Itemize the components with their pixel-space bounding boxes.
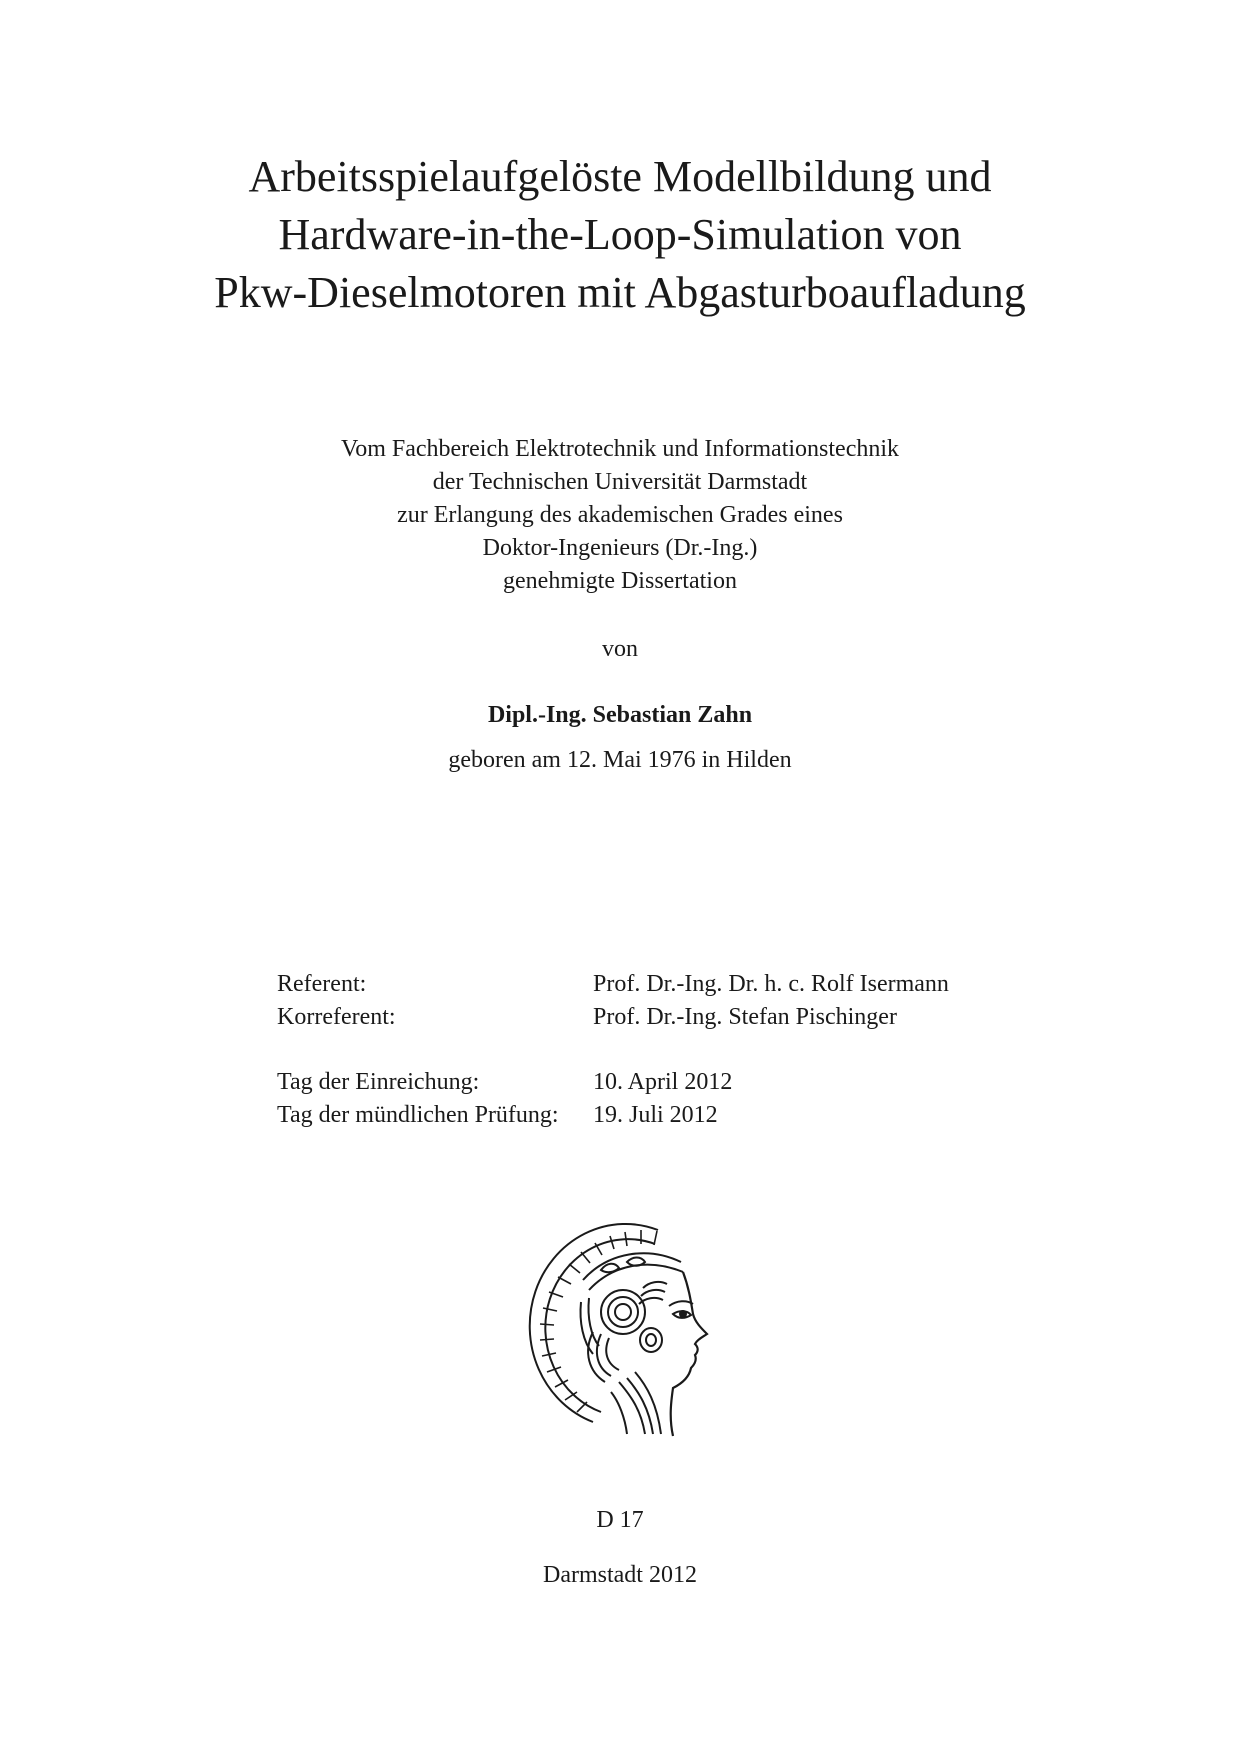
- author-name: Dipl.-Ing. Sebastian Zahn: [487, 702, 753, 728]
- referee-row: [277, 968, 949, 1001]
- statement-line-2: der Technischen Universität Darmstadt: [432, 469, 808, 495]
- von-text: von: [602, 636, 638, 662]
- place-year: Darmstadt 2012: [543, 1562, 697, 1588]
- statement-line-3: zur Erlangung des akademischen Grades eines: [397, 502, 843, 528]
- exam-date-label: Tag der mündlichen Prüfung:: [277, 1102, 559, 1128]
- d-number: D 17: [596, 1507, 644, 1533]
- referees-block: [277, 968, 949, 1034]
- submission-date-row: [277, 1066, 732, 1099]
- dissertation-statement: [0, 433, 1240, 598]
- coreferee-value: Prof. Dr.-Ing. Stefan Pischinger: [593, 1004, 897, 1030]
- statement-line-4: Doktor-Ingenieurs (Dr.-Ing.): [482, 535, 758, 561]
- statement-line-1: Vom Fachbereich Elektrotechnik und Informationstechnik: [340, 436, 900, 462]
- title-line-3: Pkw-Dieselmotoren mit Abgasturboaufladung: [214, 268, 1026, 317]
- dates-block: [277, 1066, 732, 1132]
- referee-value: Prof. Dr.-Ing. Dr. h. c. Rolf Isermann: [593, 971, 949, 997]
- statement-line-5: genehmigte Dissertation: [503, 568, 737, 594]
- exam-date-value: 19. Juli 2012: [593, 1102, 718, 1128]
- athene-head-logo-icon: [523, 1222, 713, 1440]
- birth-info: geboren am 12. Mai 1976 in Hilden: [448, 747, 792, 773]
- title-line-2: Hardware-in-the-Loop-Simulation von: [278, 210, 962, 259]
- dissertation-title: [0, 148, 1240, 322]
- submission-date-value: 10. April 2012: [593, 1069, 733, 1095]
- exam-date-row: [277, 1099, 732, 1132]
- title-line-1: Arbeitsspielaufgelöste Modellbildung und: [248, 152, 992, 201]
- referee-label: Referent:: [277, 971, 367, 997]
- coreferee-row: [277, 1001, 949, 1034]
- coreferee-label: Korreferent:: [277, 1004, 396, 1030]
- submission-date-label: Tag der Einreichung:: [277, 1069, 480, 1095]
